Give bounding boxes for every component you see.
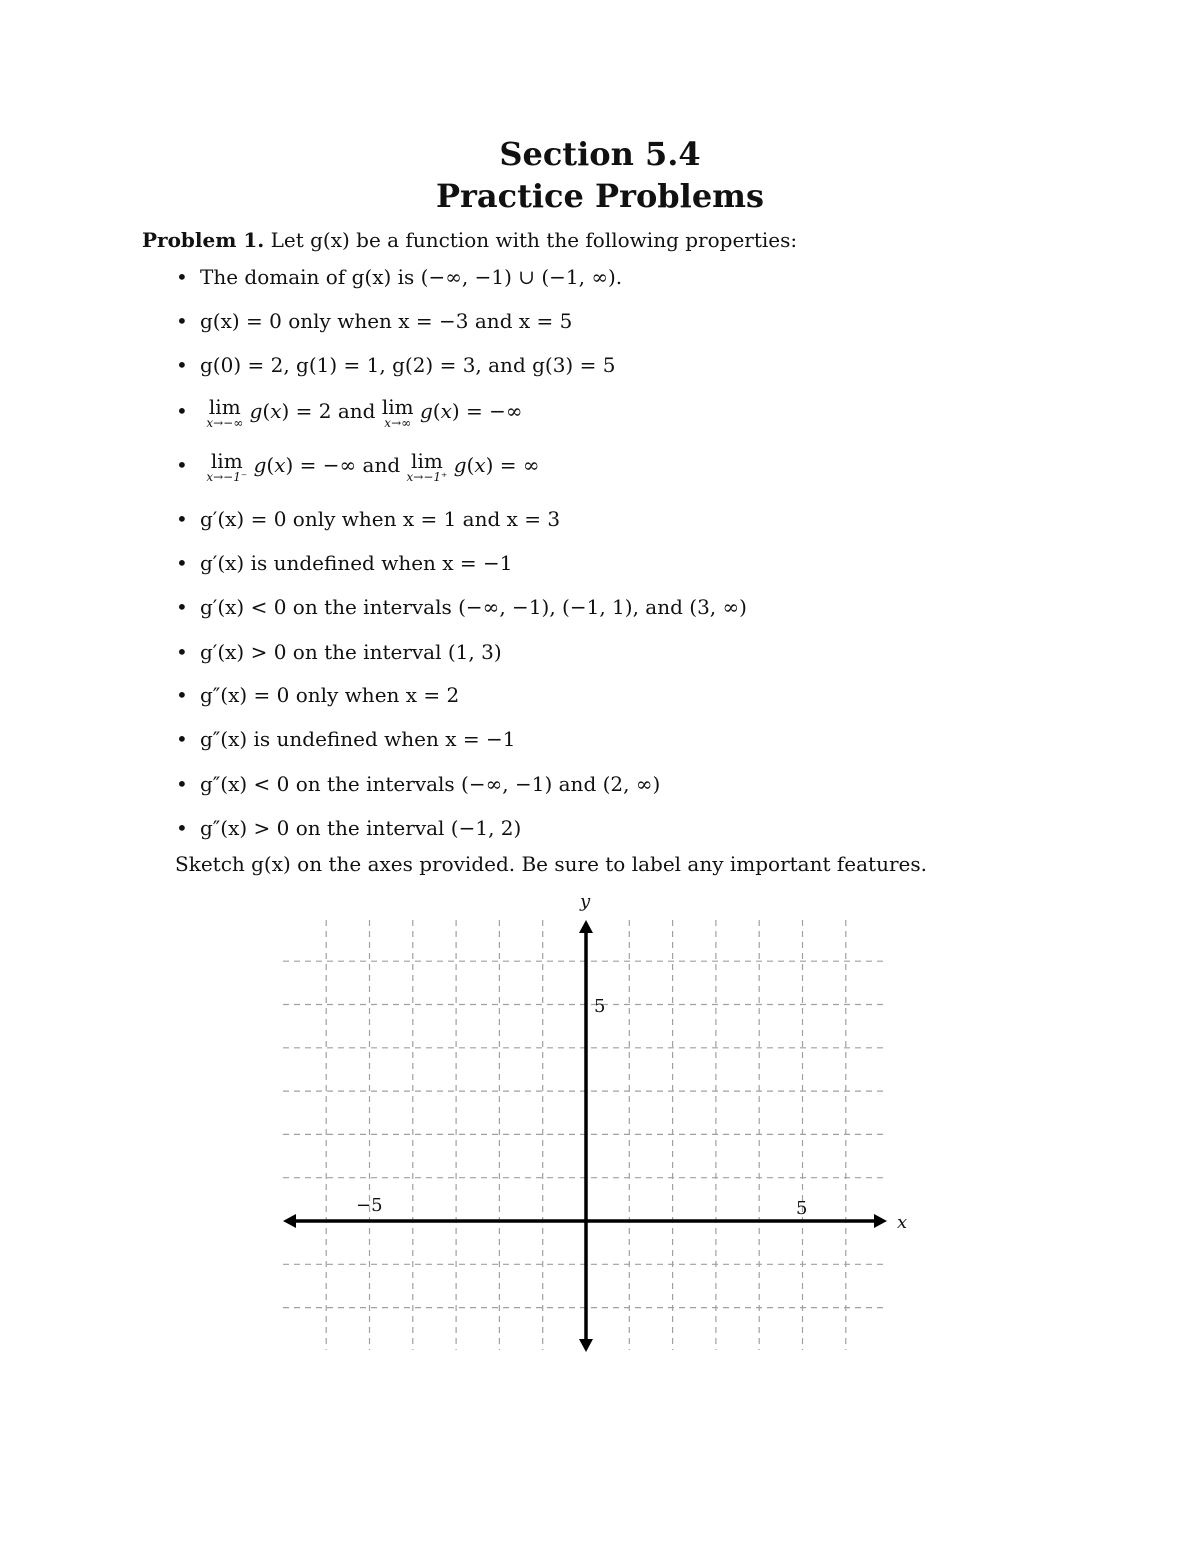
property-text: g′(x) is undefined when x = −1 <box>200 551 513 575</box>
x-axis-label: x <box>897 1212 908 1233</box>
bullet-icon: • <box>176 507 188 531</box>
graph-labels <box>356 891 907 1233</box>
y-axis-down-arrow-icon <box>579 1339 593 1352</box>
y-axis-label: y <box>580 891 591 912</box>
bullet-icon: • <box>176 399 188 423</box>
limit-subscript: x→−1⁻ <box>206 470 248 484</box>
limit-expression: lim x→−1⁻ <box>206 449 248 484</box>
bullet-icon: • <box>176 816 188 840</box>
limit-expression: lim x→−∞ <box>206 395 244 430</box>
x-axis-right-arrow-icon <box>874 1214 887 1228</box>
y-tick-label: 5 <box>594 996 606 1017</box>
x-tick-label: 5 <box>796 1198 808 1219</box>
property-text: g′(x) < 0 on the intervals (−∞, −1), (−1, 1), and (3, ∞) <box>200 595 747 619</box>
property-text: g″(x) < 0 on the intervals (−∞, −1) and (2, ∞) <box>200 772 661 796</box>
bullet-icon: • <box>176 727 188 751</box>
limit-subscript: x→−∞ <box>206 416 244 430</box>
property-text: g″(x) is undefined when x = −1 <box>200 727 516 751</box>
property-text: g″(x) = 0 only when x = 2 <box>200 683 460 707</box>
property-text: g(0) = 2, g(1) = 1, g(2) = 3, and g(3) = 5 <box>200 353 616 377</box>
limit-subscript: x→−1⁺ <box>406 470 448 484</box>
limit-body: g(x) = ∞ <box>453 453 540 477</box>
limit-expression: lim x→∞ <box>381 395 414 430</box>
limit-body: g(x) = −∞ <box>419 399 523 423</box>
x-tick-label: −5 <box>356 1195 383 1216</box>
bullet-icon: • <box>176 453 188 477</box>
page-subtitle: Practice Problems <box>435 177 765 215</box>
graph-axes <box>283 920 887 1352</box>
bullet-icon: • <box>176 551 188 575</box>
bullet-icon: • <box>176 640 188 664</box>
limit-body: g(x) = 2 and <box>249 399 382 423</box>
bullet-icon: • <box>176 309 188 333</box>
property-text: g″(x) > 0 on the interval (−1, 2) <box>200 816 522 840</box>
property-text: The domain of g(x) is (−∞, −1) ∪ (−1, ∞). <box>200 265 623 289</box>
property-text: g′(x) > 0 on the interval (1, 3) <box>200 640 502 664</box>
property-text: g(x) = 0 only when x = −3 and x = 5 <box>200 309 573 333</box>
limit-expression: lim x→−1⁺ <box>406 449 448 484</box>
bullet-icon: • <box>176 772 188 796</box>
section-title: Section 5.4 <box>499 135 701 173</box>
bullet-icon: • <box>176 683 188 707</box>
y-axis-up-arrow-icon <box>579 920 593 933</box>
bullet-icon: • <box>176 595 188 619</box>
sketch-instruction: Sketch g(x) on the axes provided. Be sure to label any important features. <box>175 852 927 876</box>
x-axis-left-arrow-icon <box>283 1214 296 1228</box>
bullet-icon: • <box>176 353 188 377</box>
property-text: g′(x) = 0 only when x = 1 and x = 3 <box>200 507 561 531</box>
problem-intro-text: Let g(x) be a function with the following properties: <box>270 228 798 252</box>
bullet-icon: • <box>176 265 188 289</box>
limit-body: g(x) = −∞ and <box>253 453 407 477</box>
limit-subscript: x→∞ <box>384 416 412 430</box>
problem-label: Problem 1. <box>142 228 265 252</box>
